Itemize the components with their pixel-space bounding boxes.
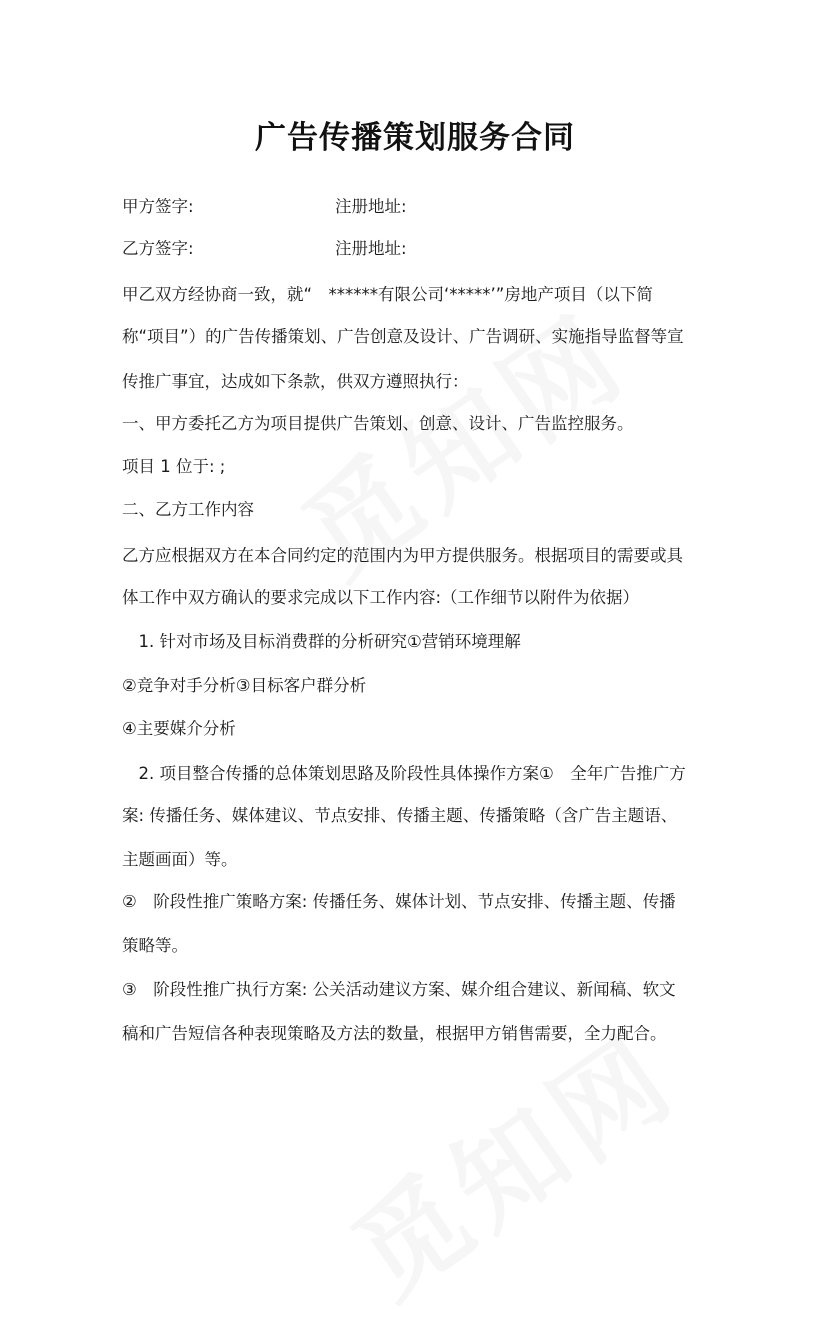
list-item: 1. 针对市场及目标消费群的分析研究①营销环境理解 bbox=[122, 632, 521, 651]
paragraph-line: 稿和广告短信各种表现策略及方法的数量，根据甲方销售需要，全力配合。 bbox=[122, 1024, 667, 1043]
list-item: 2. 项目整合传播的总体策划思路及阶段性具体操作方案① 全年广告推广方 bbox=[122, 764, 686, 783]
party-b-sign-label: 乙方签字: bbox=[122, 239, 194, 258]
page-title: 广告传播策划服务合同 bbox=[255, 120, 575, 156]
section-heading: 一、甲方委托乙方为项目提供广告策划、创意、设计、广告监控服务。 bbox=[122, 414, 634, 433]
party-a-row bbox=[122, 196, 407, 218]
paragraph-line: 乙方应根据双方在本合同约定的范围内为甲方提供服务。根据项目的需要或具 bbox=[122, 546, 683, 565]
paragraph-line: 主题画面）等。 bbox=[122, 850, 238, 869]
paragraph-line: 案: 传播任务、媒体建议、节点安排、传播主题、传播策略（含广告主题语、 bbox=[122, 806, 678, 825]
paragraph-line: 传推广事宜，达成如下条款，供双方遵照执行： bbox=[122, 372, 469, 391]
list-item: ②竞争对手分析③目标客户群分析 bbox=[122, 676, 367, 695]
party-a-sign-label: 甲方签字: bbox=[122, 197, 194, 216]
list-item: ② 阶段性推广策略方案: 传播任务、媒体计划、节点安排、传播主题、传播 bbox=[122, 892, 676, 911]
paragraph-line: 甲乙双方经协商一致，就“ ******有限公司‘*****’”房地产项目（以下简 bbox=[122, 285, 653, 304]
paragraph-line: 体工作中双方确认的要求完成以下工作内容:（工作细节以附件为依据） bbox=[122, 588, 640, 607]
section-heading: 二、乙方工作内容 bbox=[122, 500, 254, 519]
paragraph-line: 称“项目”）的广告传播策划、广告创意及设计、广告调研、实施指导监督等宣 bbox=[122, 327, 684, 346]
party-b-row bbox=[122, 238, 407, 260]
paragraph-line: 策略等。 bbox=[122, 936, 188, 955]
list-item: ③ 阶段性推广执行方案: 公关活动建议方案、媒介组合建议、新闻稿、软文 bbox=[122, 980, 676, 999]
paragraph-line: 项目 1 位于: ; bbox=[122, 457, 226, 476]
party-a-address-label: 注册地址: bbox=[335, 197, 407, 216]
list-item: ④主要媒介分析 bbox=[122, 719, 236, 738]
party-b-address-label: 注册地址: bbox=[335, 239, 407, 258]
